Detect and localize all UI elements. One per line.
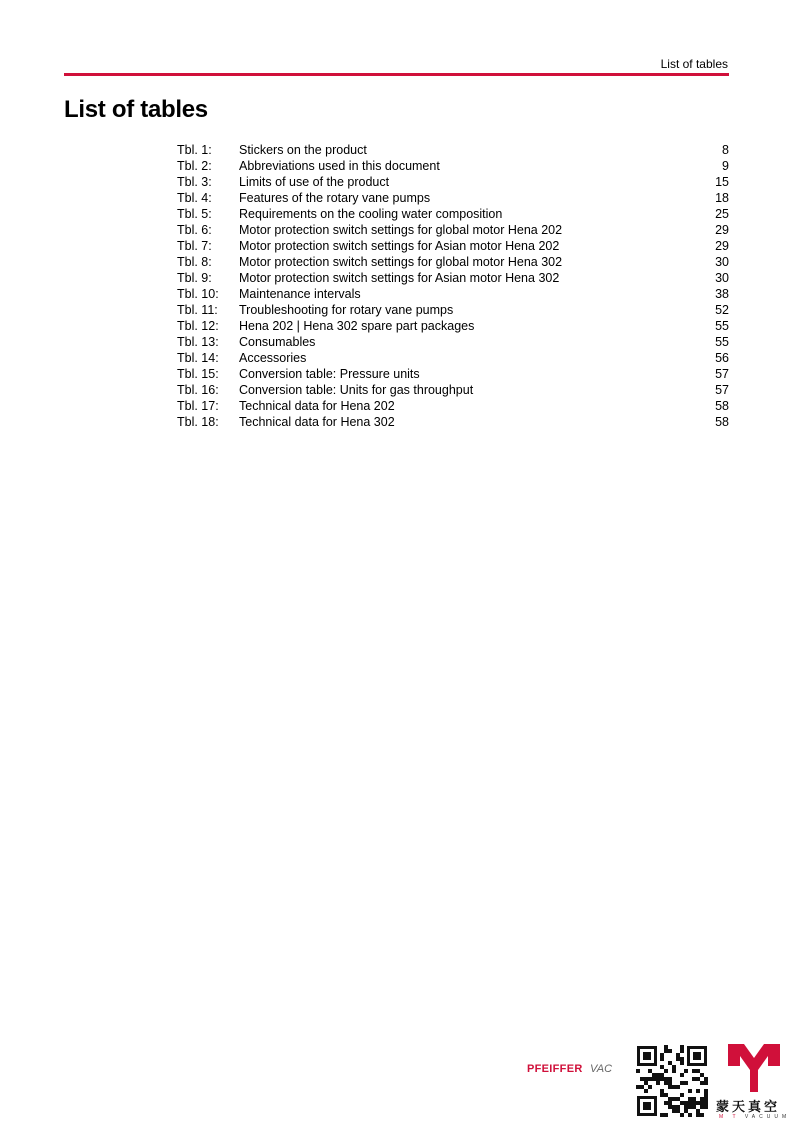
toc-title: Consumables [239,335,316,349]
toc-page: 52 [715,303,729,317]
toc-number: Tbl. 18: [177,415,219,429]
toc-page: 55 [715,319,729,333]
mt-logo-vacuum: VACUUM [744,1114,791,1120]
toc-number: Tbl. 15: [177,367,219,381]
toc-title: Technical data for Hena 202 [239,399,395,413]
toc-row[interactable] [177,254,729,270]
toc-title: Motor protection switch settings for global motor Hena 202 [239,223,563,237]
toc-number: Tbl. 9: [177,271,212,285]
toc-title: Technical data for Hena 302 [239,415,395,429]
mt-vacuum-logo [728,1044,780,1092]
toc-page: 38 [715,287,729,301]
toc-number: Tbl. 11: [177,303,218,317]
pfeiffer-vac-text: VAC [590,1063,613,1075]
toc-page: 58 [715,415,729,429]
toc-page: 29 [715,239,729,253]
toc-title: Motor protection switch settings for Asian motor Hena 302 [239,271,560,285]
toc-title: Hena 202 | Hena 302 spare part packages [239,319,475,333]
toc-row[interactable] [177,366,729,382]
toc-title: Motor protection switch settings for Asian motor Hena 202 [239,239,560,253]
toc-title: Features of the rotary vane pumps [239,191,431,205]
toc-title: Abbreviations used in this document [239,159,440,173]
toc-title: Maintenance intervals [239,287,361,301]
toc-number: Tbl. 17: [177,399,219,413]
toc-row[interactable] [177,414,729,430]
toc-row[interactable] [177,190,729,206]
toc-number: Tbl. 3: [177,175,212,189]
toc-page: 29 [715,223,729,237]
toc-row[interactable] [177,238,729,254]
toc-number: Tbl. 5: [177,207,212,221]
toc-title: Accessories [239,351,307,365]
toc-number: Tbl. 1: [177,143,212,157]
toc-row[interactable] [177,158,729,174]
toc-row[interactable] [177,382,729,398]
toc-number: Tbl. 8: [177,255,212,269]
toc-number: Tbl. 7: [177,239,212,253]
toc-title: Limits of use of the product [239,175,390,189]
toc-row[interactable] [177,222,729,238]
toc-page: 8 [722,143,729,157]
running-header: List of tables [660,57,728,71]
toc-page: 58 [715,399,729,413]
toc-row[interactable] [177,398,729,414]
toc-page: 55 [715,335,729,349]
toc-row[interactable] [177,350,729,366]
toc-row[interactable] [177,142,729,158]
page-title: List of tables [64,96,208,123]
toc-row[interactable] [177,206,729,222]
mt-logo-mt: M T [719,1114,740,1120]
toc-title: Conversion table: Units for gas throughput [239,383,474,397]
toc-page: 57 [715,367,729,381]
toc-page: 9 [722,159,729,173]
toc-row[interactable] [177,318,729,334]
toc-page: 57 [715,383,729,397]
toc-number: Tbl. 12: [177,319,219,333]
toc-row[interactable] [177,302,729,318]
toc-row[interactable] [177,174,729,190]
toc-row[interactable] [177,286,729,302]
mt-logo-chinese: 蒙天真空 [716,1100,781,1115]
toc-number: Tbl. 14: [177,351,219,365]
toc-number: Tbl. 16: [177,383,219,397]
toc-number: Tbl. 6: [177,223,212,237]
toc-title: Stickers on the product [239,143,367,157]
header-rule [64,73,729,76]
toc-number: Tbl. 10: [177,287,219,301]
toc-page: 30 [715,271,729,285]
toc-page: 30 [715,255,729,269]
toc-title: Conversion table: Pressure units [239,367,420,381]
list-of-tables [177,142,729,430]
toc-title: Motor protection switch settings for global motor Hena 302 [239,255,563,269]
toc-page: 25 [715,207,729,221]
qr-code-icon [636,1045,708,1117]
toc-row[interactable] [177,270,729,286]
toc-number: Tbl. 4: [177,191,212,205]
toc-title: Requirements on the cooling water composition [239,207,503,221]
mt-logo-english [719,1114,790,1120]
toc-page: 18 [715,191,729,205]
toc-title: Troubleshooting for rotary vane pumps [239,303,454,317]
pfeiffer-logo: PFEIFFER [527,1063,583,1075]
toc-row[interactable] [177,334,729,350]
toc-page: 15 [715,175,729,189]
toc-number: Tbl. 2: [177,159,212,173]
toc-page: 56 [715,351,729,365]
toc-number: Tbl. 13: [177,335,219,349]
